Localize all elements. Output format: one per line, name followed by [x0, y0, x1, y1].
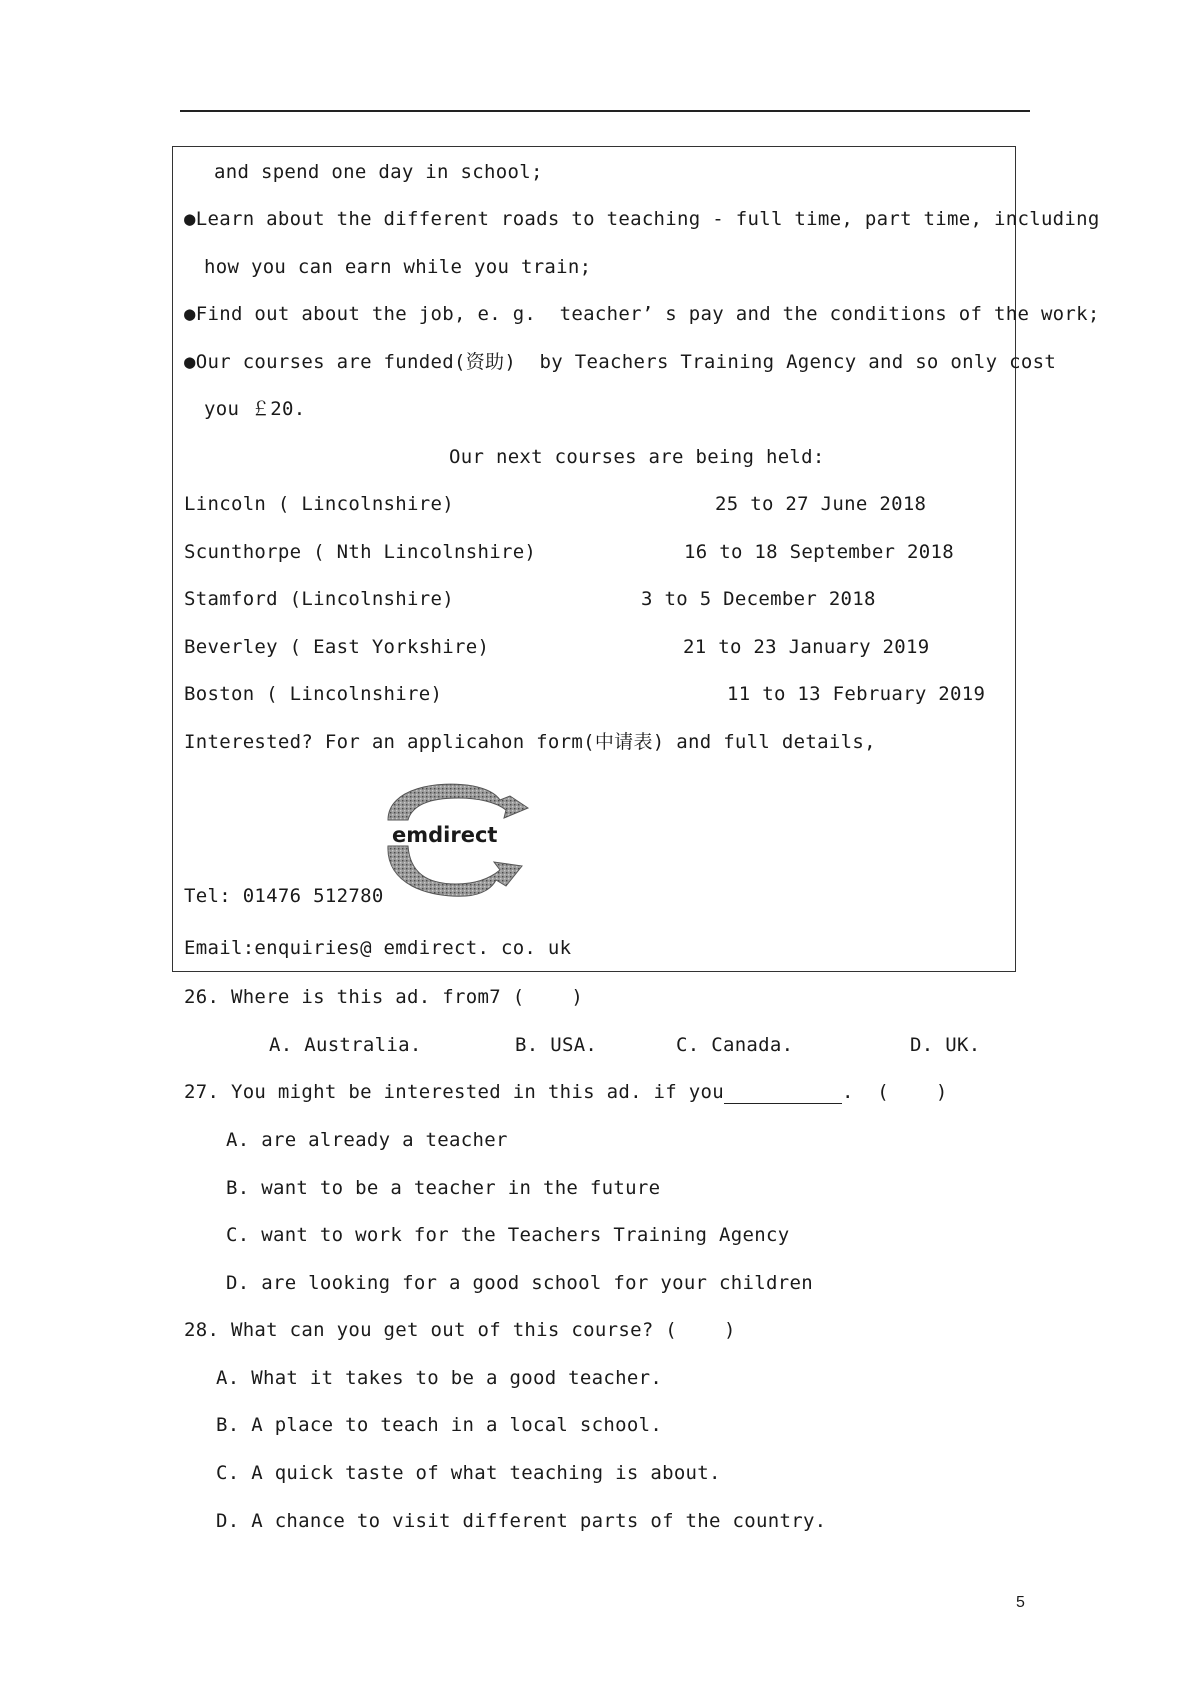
question-28-option-d: D. A chance to visit different parts of the country. — [216, 1510, 827, 1532]
ad-bullet-funded: ●Our courses are funded(资助) by Teachers Training Agency and so only cost — [184, 351, 1057, 373]
question-28-option-c: C. A quick taste of what teaching is about. — [216, 1462, 721, 1484]
question-27-option-d: D. are looking for a good school for your children — [226, 1272, 813, 1294]
question-26-option-d: D. UK. — [910, 1034, 981, 1056]
question-27-option-a: A. are already a teacher — [226, 1129, 508, 1151]
ad-bullet-roads: ●Learn about the different roads to teaching - full time, part time, including — [184, 208, 1100, 230]
ad-bullet-job: ●Find out about the job, e. g. teacher’ s pay and the conditions of the work; — [184, 303, 1100, 325]
emdirect-logo — [378, 780, 538, 902]
course-dates: 16 to 18 September 2018 — [684, 541, 954, 563]
question-28-option-b: B. A place to teach in a local school. — [216, 1414, 663, 1436]
ad-email: Email:enquiries@ emdirect. co. uk — [184, 937, 572, 959]
question-27-option-b: B. want to be a teacher in the future — [226, 1177, 661, 1199]
header-rule — [180, 110, 1030, 112]
question-27-stem-text: 27. You might be interested in this ad. if you — [184, 1081, 724, 1103]
question-28-option-a: A. What it takes to be a good teacher. — [216, 1367, 663, 1389]
ad-courses-heading: Our next courses are being held: — [449, 446, 825, 468]
question-26-option-a: A. Australia. — [269, 1034, 422, 1056]
course-place: Beverley ( East Yorkshire) — [184, 636, 490, 658]
question-26-option-c: C. Canada. — [676, 1034, 794, 1056]
answer-blank — [724, 1085, 842, 1104]
question-27-stem-end: . ( ) — [842, 1081, 948, 1103]
logo-wordmark: emdirect — [392, 823, 498, 847]
course-place: Stamford (Lincolnshire) — [184, 588, 454, 610]
course-dates: 3 to 5 December 2018 — [641, 588, 876, 610]
course-place: Lincoln ( Lincolnshire) — [184, 493, 454, 515]
question-27-option-c: C. want to work for the Teachers Training Agency — [226, 1224, 790, 1246]
course-dates: 25 to 27 June 2018 — [715, 493, 927, 515]
course-place: Boston ( Lincolnshire) — [184, 683, 443, 705]
ad-interested: Interested? For an applicahon form(中请表) and full details, — [184, 731, 876, 753]
ad-tel: Tel: 01476 512780 — [184, 885, 384, 907]
question-26-option-b: B. USA. — [515, 1034, 598, 1056]
ad-line-1: and spend one day in school; — [214, 161, 543, 183]
ad-line-earn: how you can earn while you train; — [204, 256, 592, 278]
page-number: 5 — [1016, 1594, 1025, 1611]
course-dates: 21 to 23 January 2019 — [683, 636, 930, 658]
course-dates: 11 to 13 February 2019 — [727, 683, 986, 705]
question-26-stem: 26. Where is this ad. from7 ( ) — [184, 986, 584, 1008]
question-27-stem — [184, 1080, 948, 1104]
course-place: Scunthorpe ( Nth Lincolnshire) — [184, 541, 537, 563]
ad-line-cost: you ￡20. — [204, 398, 306, 420]
question-28-stem: 28. What can you get out of this course? ( ) — [184, 1319, 736, 1341]
